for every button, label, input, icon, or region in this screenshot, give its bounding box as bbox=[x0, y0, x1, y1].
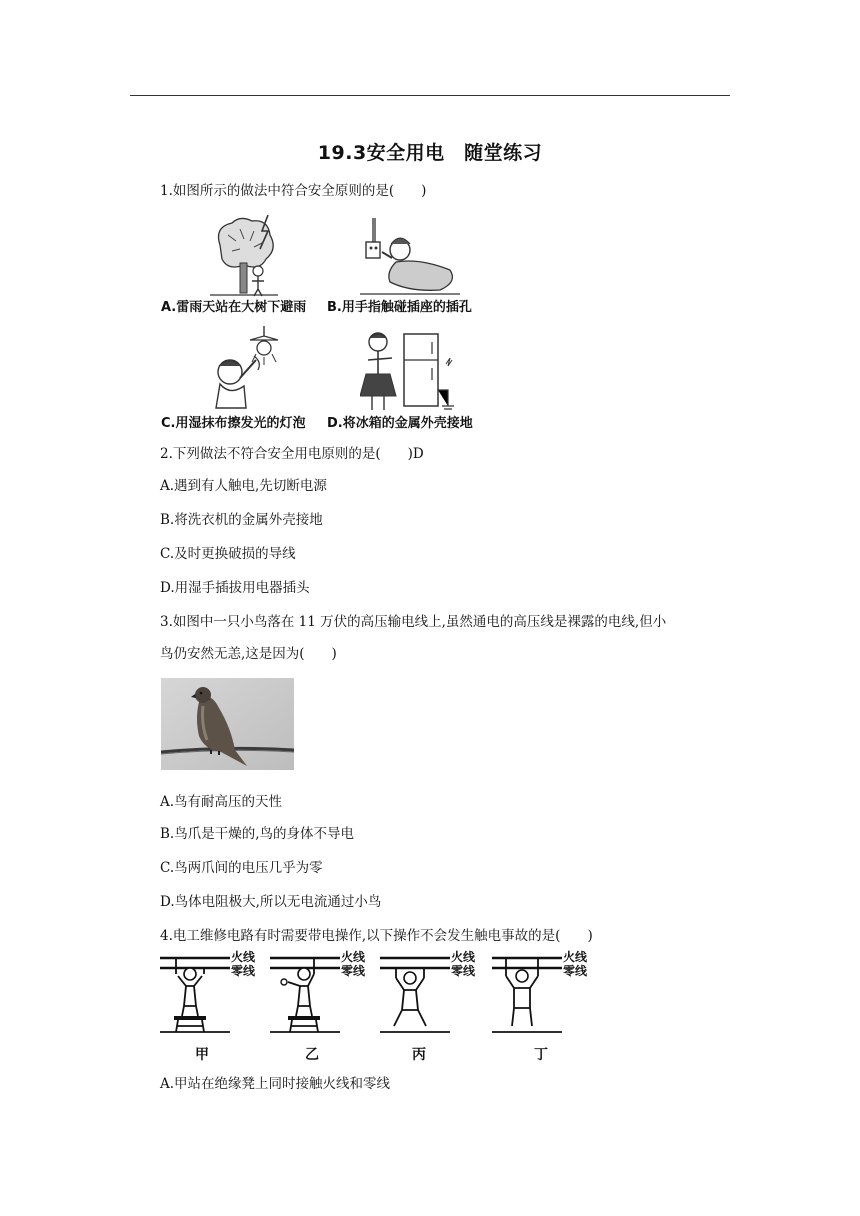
q4-stem: 4.电工维修电路有时需要带电操作,以下操作不会发生触电事故的是( ) bbox=[160, 928, 593, 944]
q3-option-d: D.鸟体电阻极大,所以无电流通过小鸟 bbox=[160, 894, 382, 910]
q1-figure-c-wet-cloth-bulb bbox=[200, 326, 280, 410]
q3-option-c: C.鸟两爪间的电压几乎为零 bbox=[160, 860, 323, 876]
q4-neutral-label-ding: 零线 bbox=[563, 964, 588, 978]
q4-option-a: A.甲站在绝缘凳上同时接触火线和零线 bbox=[160, 1076, 391, 1092]
q4-name-ding: 丁 bbox=[534, 1047, 548, 1063]
q4-neutral-label-jia: 零线 bbox=[231, 964, 256, 978]
q4-live-label-bing: 火线 bbox=[451, 950, 476, 964]
q2-option-d: D.用湿手插拔用电器插头 bbox=[160, 580, 310, 596]
page-title: 19.3安全用电 随堂练习 bbox=[317, 142, 543, 164]
q3-stem-line1: 3.如图中一只小鸟落在 11 万伏的高压输电线上,虽然通电的高压线是裸露的电线,但小 bbox=[160, 614, 667, 630]
q1-stem: 1.如图所示的做法中符合安全原则的是( ) bbox=[160, 183, 427, 199]
q2-option-c: C.及时更换破损的导线 bbox=[160, 546, 296, 562]
q2-option-a: A.遇到有人触电,先切断电源 bbox=[160, 478, 327, 494]
q3-option-b: B.鸟爪是干燥的,鸟的身体不导电 bbox=[160, 826, 355, 842]
q4-live-label-jia: 火线 bbox=[231, 950, 256, 964]
q1-figure-d-fridge-ground bbox=[360, 330, 460, 412]
q4-neutral-label-yi: 零线 bbox=[341, 964, 366, 978]
q4-live-label-yi: 火线 bbox=[341, 950, 366, 964]
q1-caption-a: A.雷雨天站在大树下避雨 bbox=[161, 300, 307, 315]
q4-figure-yi bbox=[270, 952, 340, 1034]
q4-name-bing: 丙 bbox=[412, 1047, 426, 1063]
q3-stem-line2: 鸟仍安然无恙,这是因为( ) bbox=[160, 646, 337, 662]
q1-caption-c: C.用湿抹布擦发光的灯泡 bbox=[161, 416, 306, 431]
q1-figure-b-child-socket bbox=[360, 218, 460, 296]
q3-option-a: A.鸟有耐高压的天性 bbox=[160, 794, 283, 810]
q1-figure-a-tree-storm bbox=[210, 215, 278, 297]
q4-figure-ding bbox=[492, 952, 562, 1034]
q4-name-jia: 甲 bbox=[195, 1047, 209, 1063]
q4-neutral-label-bing: 零线 bbox=[451, 964, 476, 978]
q3-photo-bird-on-wire bbox=[161, 678, 294, 770]
q2-stem: 2.下列做法不符合安全用电原则的是( )D bbox=[160, 446, 424, 462]
header-rule bbox=[130, 95, 730, 96]
q1-caption-b: B.用手指触碰插座的插孔 bbox=[327, 300, 472, 315]
q4-figure-bing bbox=[380, 952, 450, 1034]
q4-figure-jia bbox=[160, 952, 230, 1034]
q4-name-yi: 乙 bbox=[305, 1047, 319, 1063]
q2-option-b: B.将洗衣机的金属外壳接地 bbox=[160, 512, 323, 528]
q4-live-label-ding: 火线 bbox=[563, 950, 588, 964]
q1-caption-d: D.将冰箱的金属外壳接地 bbox=[327, 416, 473, 431]
